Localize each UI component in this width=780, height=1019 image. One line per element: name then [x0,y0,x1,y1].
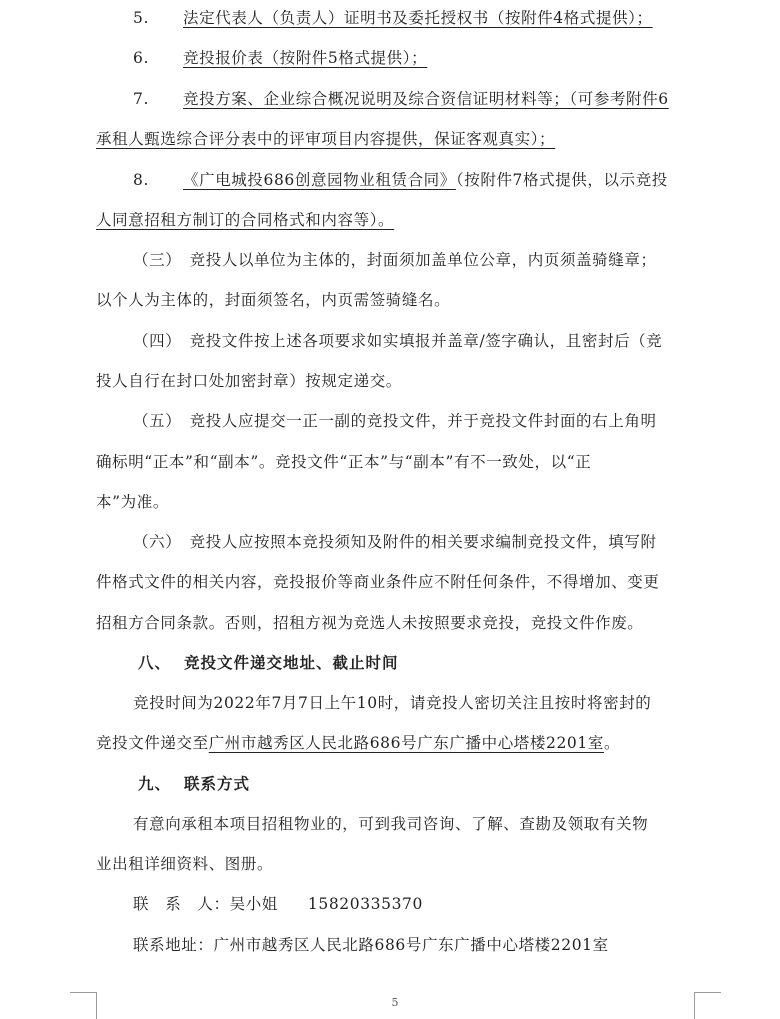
list-number: 6. [133,49,149,67]
paragraph-4: （四） 竞投文件按上述各项要求如实填报并盖章/签字确认，且密封后（竞 [133,332,663,350]
paragraph-4-continued: 投人自行在封口处加密封章）按规定递交。 [96,372,402,390]
submission-address: 广州市越秀区人民北路686号广东广播中心塔楼2201室 [208,734,604,752]
section-9-line-1: 有意向承租本项目招租物业的，可到我司咨询、了解、查勘及领取有关物 [133,815,649,833]
section-8-line-1: 竞投时间为2022年7月7日上午10时，请竞投人密切关注且按时将密封的 [133,694,652,712]
list-text: 竞投报价表（按附件5格式提供）； [183,49,428,67]
paragraph-6-continued: 件格式文件的相关内容，竞投报价等商业条件应不附任何条件，不得增加、变更 [96,573,660,591]
list-item-6 [133,47,696,69]
text: 竞投文件递交至 [96,734,209,752]
list-item-8-continued [96,209,696,231]
contact-name: 联 系 人：吴小姐 [133,895,278,913]
paragraph-3-continued: 以个人为主体的，封面须签名，内页需签骑缝名。 [96,291,451,309]
list-item-5 [133,7,696,29]
paragraph-6-end: 招租方合同条款。否则，招租方视为竞选人未按照要求竞投，竞投文件作废。 [96,614,644,632]
crop-mark-left [70,992,97,1019]
text: 。 [603,734,621,752]
section-title: 联系方式 [184,775,251,793]
section-heading-8 [138,652,738,674]
list-item-8 [133,169,696,191]
paragraph-5-continued: 确标明“正本”和“副本”。竞投文件“正本”与“副本”有不一致处，以“正 [96,453,592,471]
list-text: 竞投方案、企业综合概况说明及综合资信证明材料等；（可参考附件6 [183,90,669,108]
contract-title: 《广电城投686创意园物业租赁合同》 [183,171,456,189]
contact-person [133,893,696,915]
list-text: （按附件7格式提供，以示竞投 [455,171,668,189]
paragraph-5-end: 本”为准。 [96,493,169,511]
paragraph-3: （三） 竞投人以单位为主体的，封面须加盖单位公章，内页须盖骑缝章； [133,251,657,269]
section-title: 竞投文件递交地址、截止时间 [184,654,399,672]
crop-mark-right [694,992,721,1019]
list-item-7 [133,88,696,110]
section-number: 九、 [138,775,172,793]
list-number: 7. [133,90,149,108]
list-text: 法定代表人（负责人）证明书及委托授权书（按附件4格式提供）； [183,9,653,27]
list-text: 人同意招租方制订的合同格式和内容等）。 [96,211,395,229]
paragraph-5: （五） 竞投人应提交一正一副的竞投文件，并于竞投文件封面的右上角明 [133,412,657,430]
section-heading-9 [138,773,738,795]
list-number: 5. [133,9,149,27]
contact-phone: 15820335370 [307,895,423,913]
list-text: 承租人甄选综合评分表中的评审项目内容提供，保证客观真实）； [96,130,556,148]
paragraph-6: （六） 竞投人应按照本竞投须知及附件的相关要求编制竞投文件，填写附 [133,533,657,551]
section-8-line-2 [96,732,696,754]
contact-address: 联系地址：广州市越秀区人民北路686号广东广播中心塔楼2201室 [133,936,609,954]
list-number: 8. [133,171,149,189]
section-9-line-2: 业出租详细资料、图册。 [96,855,274,873]
list-item-7-continued [96,128,696,150]
page-number: 5 [391,996,399,1009]
section-number: 八、 [138,654,172,672]
